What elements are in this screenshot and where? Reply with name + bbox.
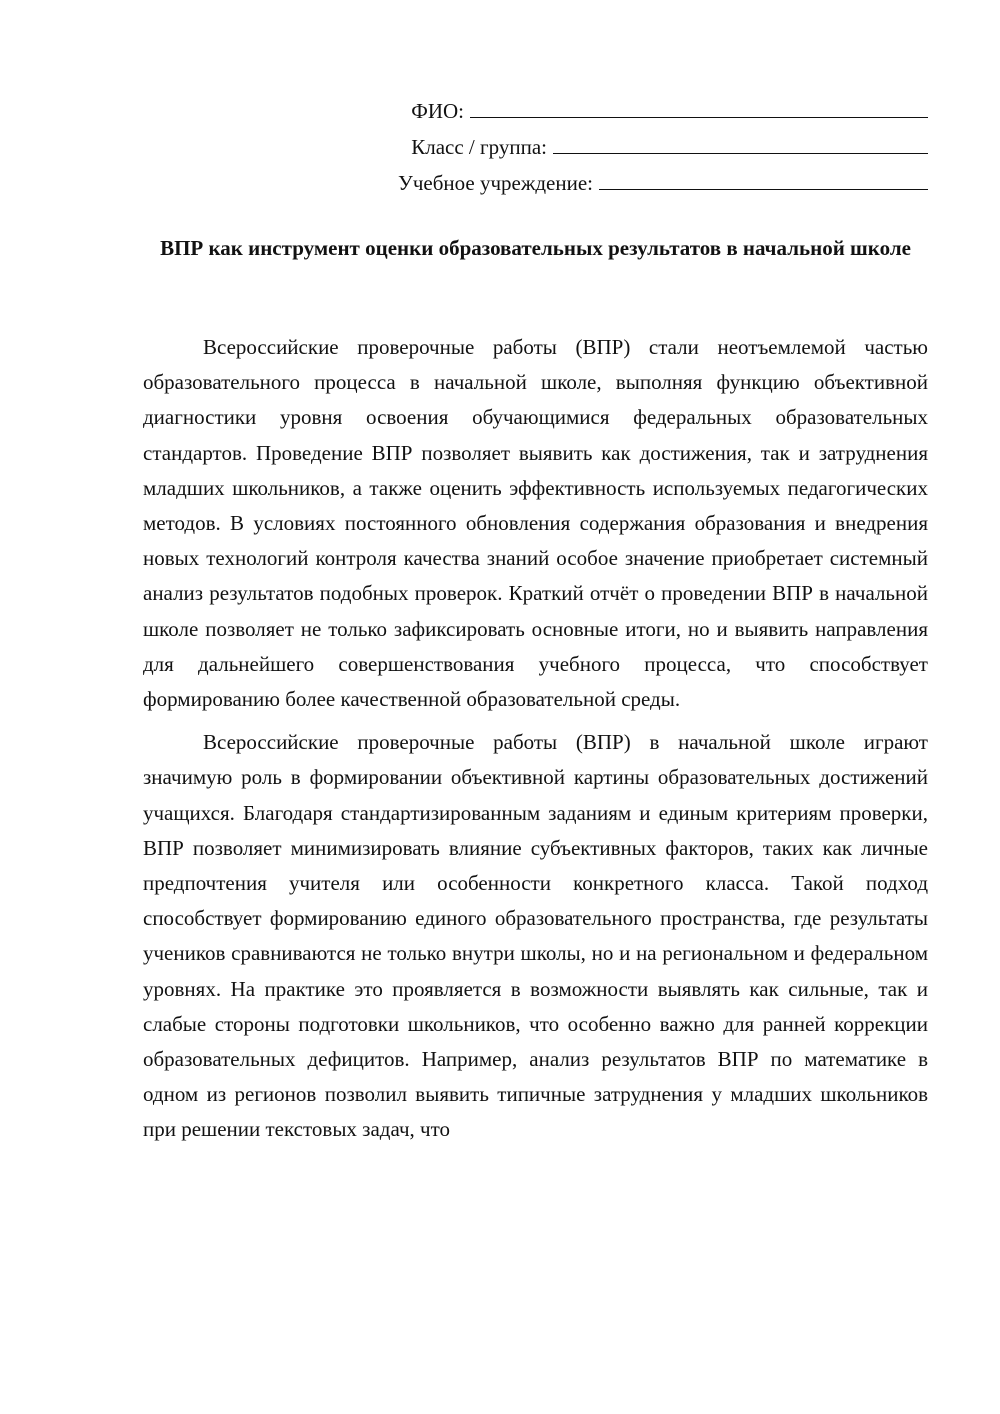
class-field-row (300, 128, 928, 164)
document-body (143, 330, 928, 1156)
fio-field-row (300, 92, 928, 128)
institution-field-row (300, 164, 928, 200)
paragraph-1: Всероссийские проверочные работы (ВПР) стали неотъемлемой частью образовательного процесса в начальной школе, выполняя функцию объективной диагностики уровня освоения обучающимися федеральных образовательных стандартов. Проведение ВПР позволяет выявить как достижения, так и затруднения младших школьников, а также оценить эффективность используемых педагогических методов. В условиях постоянного обновления содержания образования и внедрения новых технологий контроля качества знаний особое значение приобретает системный анализ результатов подобных проверок. Краткий отчёт о проведении ВПР в начальной школе позволяет не только зафиксировать основные итоги, но и выявить направления для дальнейшего совершенствования учебного процесса, что способствует формированию более качественной образовательной среды. (143, 335, 928, 712)
class-blank-line (553, 128, 928, 154)
fio-blank-line (470, 92, 928, 118)
document-title: ВПР как инструмент оценки образовательных результатов в начальной школе (160, 236, 911, 260)
student-info-fields (300, 92, 928, 200)
institution-label: Учебное учреждение: (397, 171, 593, 195)
class-label: Класс / группа: (411, 135, 547, 159)
institution-blank-line (599, 164, 928, 190)
fio-label: ФИО: (411, 99, 464, 123)
paragraph-2: Всероссийские проверочные работы (ВПР) в начальной школе играют значимую роль в формировании объективной картины образовательных достижений учащихся. Благодаря стандартизированным заданиям и единым критериям проверки, ВПР позволяет минимизировать влияние субъективных факторов, таких как личные предпочтения учителя или особенности конкретного класса. Такой подход способствует формированию единого образовательного пространства, где результаты учеников сравниваются не только внутри школы, но и на региональном и федеральном уровнях. На практике это проявляется в возможности выявлять как сильные, так и слабые стороны подготовки школьников, что особенно важно для ранней коррекции образовательных дефицитов. Например, анализ результатов ВПР по математике в одном из регионов позволил выявить типичные затруднения у младших школьников при решении текстовых задач, что (143, 730, 928, 1142)
